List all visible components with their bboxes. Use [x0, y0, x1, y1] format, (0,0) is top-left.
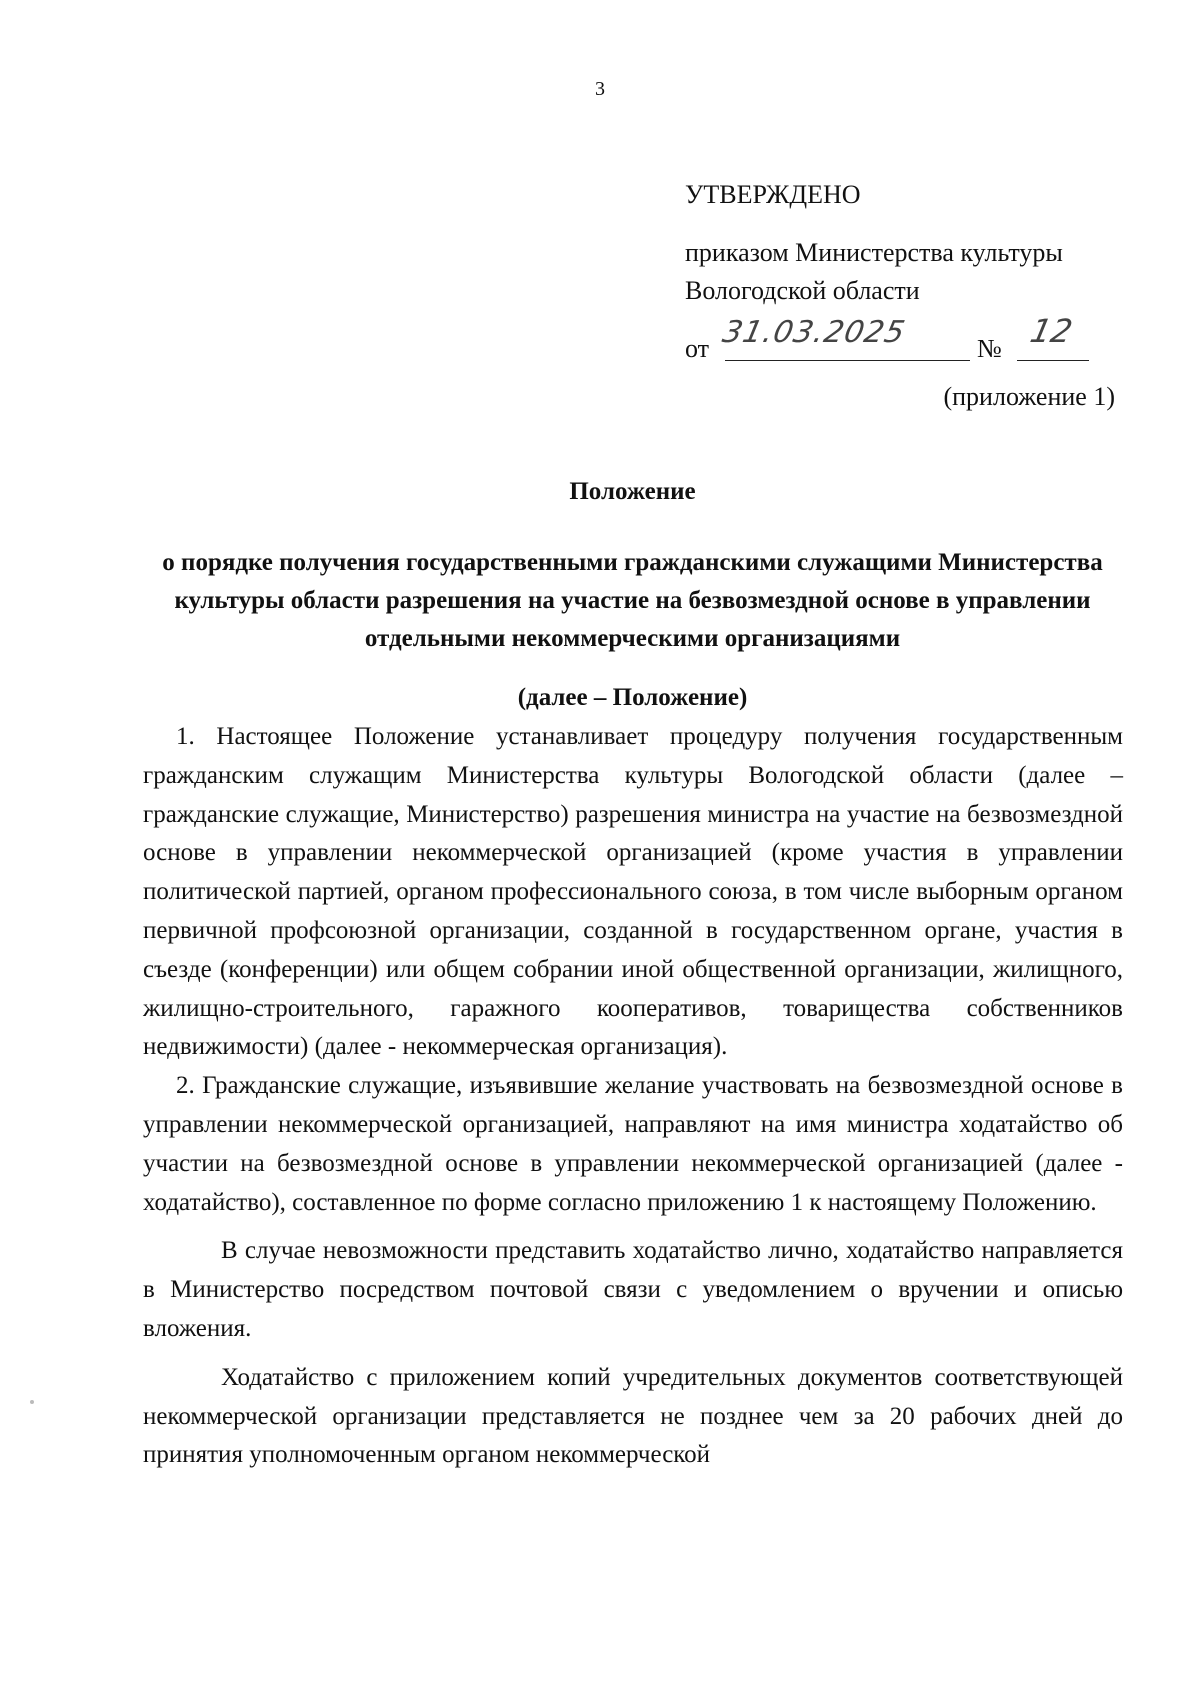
- document-title: Положение: [569, 478, 696, 505]
- approved-title: УТВЕРЖДЕНО: [685, 180, 861, 209]
- handwritten-date: 31.03.2025: [719, 315, 909, 350]
- document-title-block: [140, 478, 1125, 712]
- approval-line-region: Вологодской области: [685, 276, 920, 305]
- approval-stamp-block: [685, 176, 1115, 416]
- handwritten-number: 12: [1026, 312, 1076, 350]
- order-date-number-line: [685, 312, 1115, 364]
- appendix-note: (приложение 1): [943, 382, 1115, 411]
- paragraph-3: В случае невозможности представить ходатайство лично, ходатайство направляется в Министерство посредством почтовой связи с уведомлением о вручении и описью вложения.: [143, 1237, 1123, 1342]
- page-number: 3: [595, 78, 605, 100]
- document-short-name: (далее – Положение): [517, 684, 748, 711]
- paragraph-4: Ходатайство с приложением копий учредительных документов соответствующей некоммерческой организации представляется не позднее чем за 20 рабочих дней до принятия уполномоченным органом некоммерческой: [143, 1363, 1123, 1469]
- paragraph-1: 1. Настоящее Положение устанавливает процедуру получения государственным гражданским служащим Министерства культуры Вологодской области (далее – гражданские служащие, Министерство) разрешения министра на участие на безвозмездной основе в управлении некоммерческой организацией (кроме участия в управлении политической партией, органом профессионального союза, в том числе выборным органом первичной профсоюзной организации, созданной в государственном органе, участия в съезде (конференции) или общем собрании иной общественной организации, жилищного, жилищно-строительного, гаражного кооперативов, товарищества собственников недвижимости) (далее - некоммерческая организация).: [143, 723, 1123, 1061]
- from-label: от: [685, 334, 710, 363]
- document-body: [143, 718, 1123, 1475]
- paragraph-2: 2. Гражданские служащие, изъявившие желание участвовать на безвозмездной основе в управлении некоммерческой организацией, направляют на имя министра ходатайство об участии на безвозмездной основе в управлении некоммерческой организацией (далее - ходатайство), составленное по форме согласно приложению 1 к настоящему Положению.: [143, 1072, 1123, 1216]
- number-label: №: [977, 334, 1002, 363]
- document-subtitle: о порядке получения государственными гражданскими служащими Министерства культуры области разрешения на участие на безвозмездной основе в управлении отдельными некоммерческими организациями: [162, 549, 1103, 652]
- scan-speck: [30, 1400, 34, 1404]
- approval-line-order: приказом Министерства культуры: [685, 238, 1063, 267]
